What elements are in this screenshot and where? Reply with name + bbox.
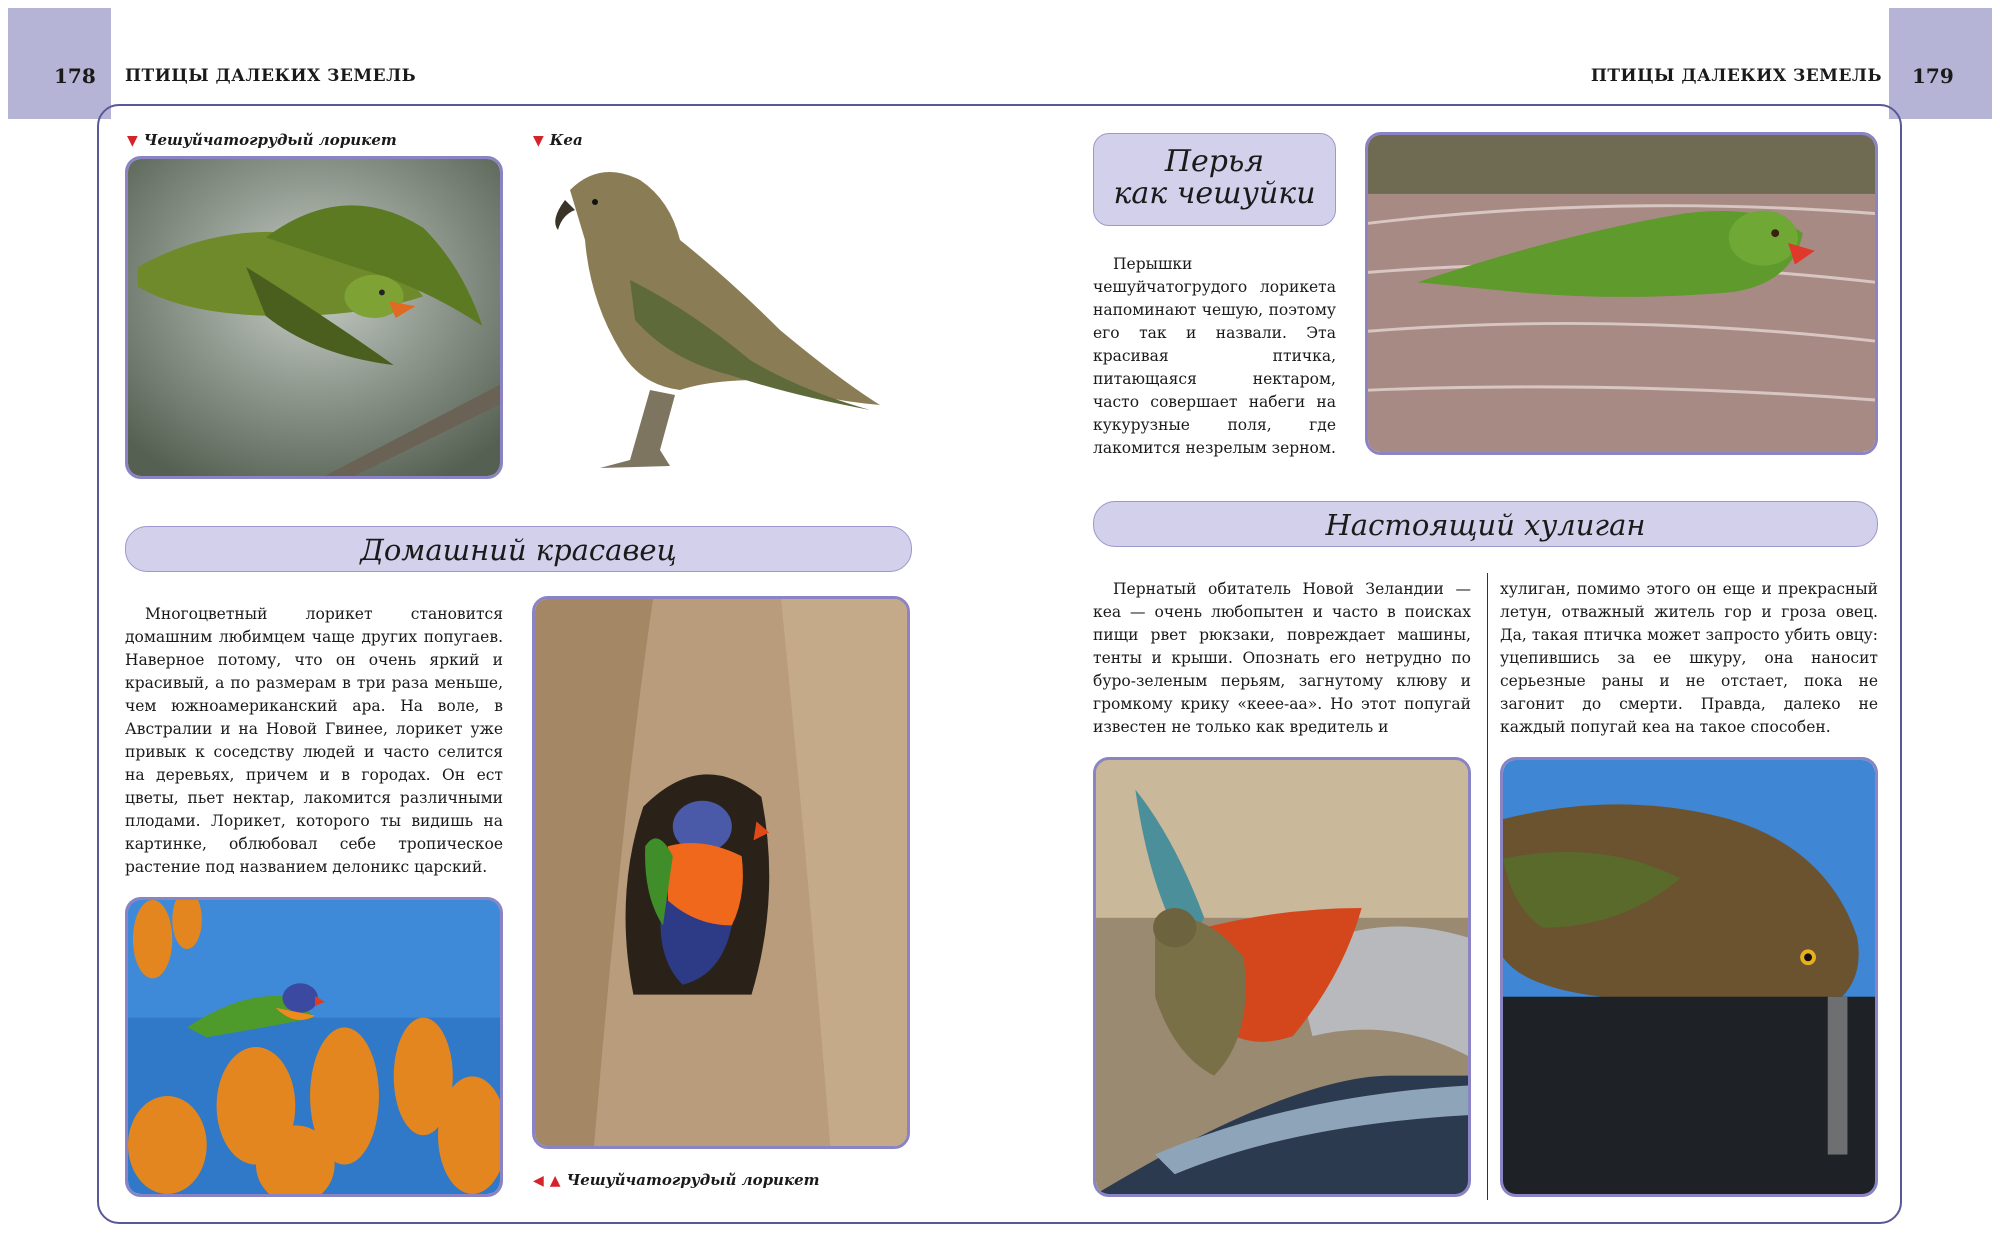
- column-divider: [1487, 573, 1488, 1200]
- photo-lorikeet-flowers: [125, 897, 503, 1197]
- photo-kea-closeup: [1500, 757, 1878, 1197]
- right-running-head: ПТИЦЫ ДАЛЕКИХ ЗЕМЕЛЬ: [1590, 66, 1882, 86]
- section-title-hooligan: Настоящий хулиган: [1093, 501, 1878, 547]
- left-page-number: 178: [54, 64, 96, 88]
- text-hooligan-column-2: хулиган, помимо этого он еще и прекрасный летун, отважный житель гор и гроза овец. Да, такая птичка может запросто убить овцу: уцепившись за ее шкуру, она наносит серьезные раны и не отстает, пока не загонит до смерти. Правда, далеко не каждый попугай кеа на такое способен.: [1500, 580, 1878, 736]
- caption-scaly-lorikeet-bottom: ◀ ▲ Чешуйчатогрудый лорикет: [533, 1171, 820, 1189]
- caption-marker-up-icon: ▲: [549, 1173, 561, 1189]
- caption-kea: ▼ Кеа: [533, 131, 583, 149]
- photo-lorikeet-blossom: [1365, 132, 1878, 455]
- caption-marker-icon: ▼: [533, 133, 544, 149]
- text-home-beauty: Многоцветный лорикет становится домашним любимцем чаще других попугаев. Наверное потому, что он очень яркий и красивый, а по размерам в три раза меньше, чем южноамериканский ара. На воле, в Австралии и на Новой Гвинее, лорикет уже привык к соседству людей и часто селится на деревьях, причем и в городах. Он ест цветы, пьет нектар, лакомится различными плодами. Лорикет, которого ты видишь на картинке, облюбовал себе тропическое растение под названием делоникс царский.: [125, 605, 503, 876]
- right-page-number: 179: [1912, 64, 1954, 88]
- text-hooligan-column-1: Пернатый обитатель Новой Зеландии — кеа — очень любопытен и часто в поисках пищи рвет рюкзаки, повреждает машины, тенты и крыши. Опознать его нетрудно по буро-зеленым перьям, загнутому клюву и громкому крику «кеее-аа». Но этот попугай известен не только как вредитель и: [1093, 580, 1471, 736]
- photo-lorikeet-hollow: [532, 596, 910, 1149]
- photo-kea-cutout: [540, 160, 885, 478]
- caption-marker-left-icon: ◀: [533, 1173, 544, 1189]
- photo-kea-on-car: [1093, 757, 1471, 1197]
- left-running-head: ПТИЦЫ ДАЛЕКИХ ЗЕМЕЛЬ: [125, 66, 417, 86]
- caption-marker-icon: ▼: [127, 133, 138, 149]
- photo-flying-lorikeet: [125, 156, 503, 479]
- section-title-home-beauty: Домашний красавец: [125, 526, 912, 572]
- section-title-feathers: Перья как чешуйки: [1093, 133, 1336, 226]
- text-feathers: Перышки чешуйчатогрудого лорикета напоминают чешую, поэтому его так и назвали. Эта красивая птичка, питающаяся нектаром, часто совершает набеги на кукурузные поля, где лакомится незрелым зерном.: [1093, 255, 1336, 457]
- caption-scaly-lorikeet: ▼ Чешуйчатогрудый лорикет: [127, 131, 397, 149]
